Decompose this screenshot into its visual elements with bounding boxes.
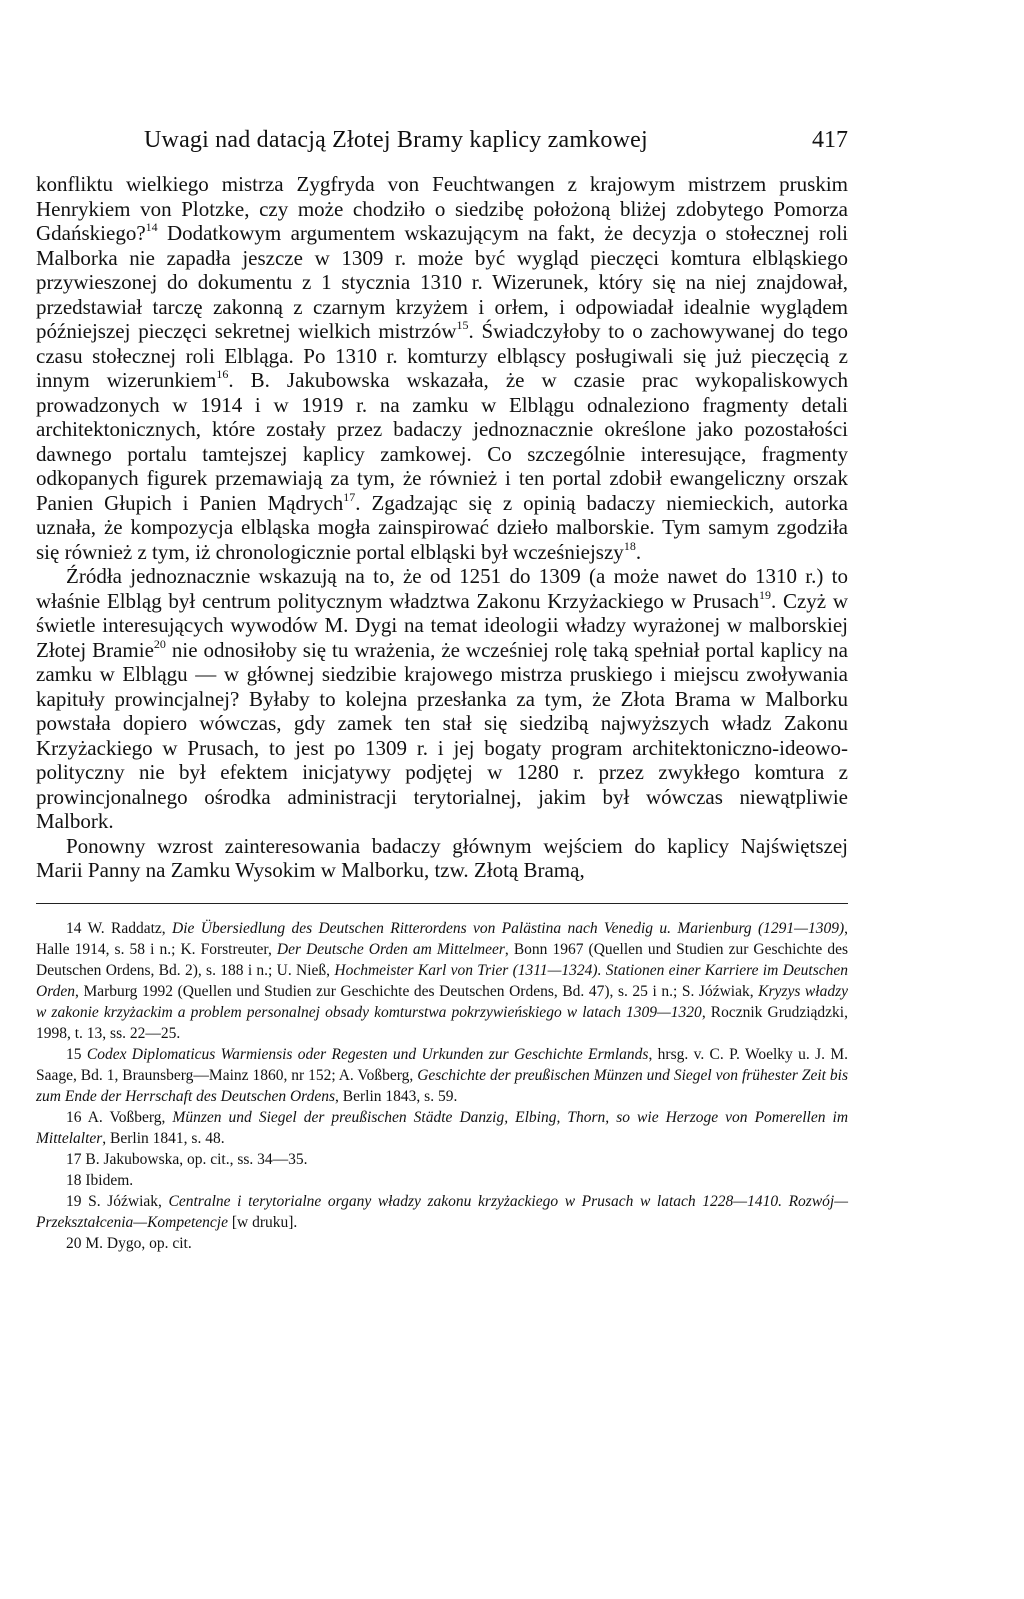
footnote-ref-18: 18: [623, 538, 636, 553]
footnote-17: 17 B. Jakubowska, op. cit., ss. 34—35.: [66, 1150, 308, 1168]
text-run: konfliktu wielkiego mistrza Zygfryda von Feuchtwangen z krajowym mistrzem pruskim Henrykiem von Plotzke, czy może chodziło o siedzibę położoną bliżej zdobytego Pomorza Gdańskiego?: [36, 172, 848, 245]
text-run: . Świadczyłoby to o zachowywanej do tego czasu stołecznej roli Elbląga. Po 1310 r. komturzy elbląscy posługiwali się już pieczęcią z innym wizerunkiem: [36, 319, 848, 392]
footnote-ref-15: 15: [456, 318, 469, 332]
footnote-ref-17: 17: [343, 489, 356, 504]
footnote-20: 20 M. Dygo, op. cit.: [66, 1234, 192, 1252]
footnote-ref-19: 19: [758, 587, 771, 602]
paragraph-1: [36, 172, 848, 564]
paragraph-3: Ponowny wzrost zainteresowania badaczy głównym wejściem do kaplicy Najświętszej Marii Panny na Zamku Wysokim w Malborku, tzw. Złotą Bramą,: [36, 833, 848, 882]
paragraph-2: [36, 564, 848, 834]
page-number: 417: [812, 127, 848, 153]
footnote-19: 19 S. Jóźwiak, Centralne i terytorialne organy władzy zakonu krzyżackiego w Prusach w latach 1228—1410. Rozwój—Przekształcenia—Kompetencje [w druku].: [36, 1192, 848, 1231]
footnote-14: 14 W. Raddatz, Die Übersiedlung des Deutschen Ritterordens von Palästina nach Venedig u. Marienburg (1291—1309), Halle 1914, s. 58 i n.; K. Forstreuter, Der Deutsche Orden am Mittelmeer, Bonn 1967 (Quellen und Studien zur Geschichte des Deutschen Ordens, Bd. 2), s. 188 i n.; U. Nieß, Hochmeister Karl von Trier (1311—1324). Stationen einer Karriere im Deutschen Orden, Marburg 1992 (Quellen und Studien zur Geschichte des Deutschen Ordens, Bd. 47), s. 25 i n.; S. Jóźwiak, Kryzys władzy w zakonie krzyżackim a problem personalnej obsady komturstwa pokrzywieńskiego w latach 1309—1320, Rocznik Grudziądzki, 1998, t. 13, ss. 22—25.: [36, 919, 848, 1042]
footnote-rule: [36, 903, 848, 904]
text-run: . B. Jakubowska wskazała, że w czasie prac wykopaliskowych prowadzonych w 1914 i w 1919 r. na zamku w Elblągu odnaleziono fragmenty detali architektonicznych, które zostały przez badaczy jednoznacznie określone jako pozostałości dawnego portalu tamtejszej kaplicy zamkowej. Co szczególnie interesujące, fragmenty odkopanych figurek przemawiają za tym, że również i ten portal zdobił ewangeliczny orszak Panien Głupich i Panien Mądrych: [36, 368, 848, 515]
text-run: . Zgadzając się z opinią badaczy niemieckich, autorka uznała, że kompozycja elbląska mogła zainspirować dzieło malborskie. Tym samym zgodziła się również z tym, iż chronologicznie portal elbląski był wcześniejszy: [36, 490, 849, 564]
footnote-15: 15 Codex Diplomaticus Warmiensis oder Regesten und Urkunden zur Geschichte Ermlands, hrsg. v. C. P. Woelky u. J. M. Saage, Bd. 1, Braunsberg—Mainz 1860, nr 152; A. Voßberg, Geschichte der preußischen Münzen und Siegel von frühester Zeit bis zum Ende der Herrschaft des Deutschen Ordens, Berlin 1843, s. 59.: [36, 1045, 849, 1105]
page: [36, 120, 848, 1254]
footnote-18: 18 Ibidem.: [66, 1171, 134, 1189]
footnotes: [36, 918, 848, 1254]
footnote-16: 16 A. Voßberg, Münzen und Siegel der preußischen Städte Danzig, Elbing, Thorn, so wie Herzoge von Pomerellen im Mittelalter, Berlin 1841, s. 48.: [36, 1108, 849, 1147]
footnote-ref-16: 16: [216, 367, 229, 381]
body-text: [36, 172, 848, 883]
text-run: nie odnosiłoby się tu wrażenia, że wcześniej rolę taką spełniał portal kaplicy na zamku w Elblągu — w głównej siedzibie krajowego mistrza pruskiego i miejscu zwoływania kapituły prowincjalnej? Byłaby to kolejna przesłanka za tym, że Złota Brama w Malborku powstała dopiero wówczas, gdy zamek ten stał się siedzibą najwyższych władz Zakonu Krzyżackiego w Prusach, to jest po 1309 r. i jej bogaty program architektoniczno-ideowo-polityczny nie był efektem inicjatywy podjętej w 1280 r. przez zwykłego komtura z prowincjonalnego ośrodka administracji terytorialnej, jakim był wówczas niewątpliwie Malbork.: [36, 637, 848, 833]
running-head: [36, 120, 848, 160]
text-run: Dodatkowym argumentem wskazującym na fakt, że decyzja o stołecznej roli Malborka nie zapadła jeszcze w 1309 r. może być wygląd pieczęci komtura elbląskiego przywieszonej do dokumentu z 1 stycznia 1310 r. Wizerunek, który się na niej znajdował, przedstawiał tarczę zakonną z czarnym krzyżem i orłem, i odpowiadał idealnie wyglądem późniejszej pieczęci sekretnej wielkich mistrzów: [36, 221, 848, 343]
running-title: Uwagi nad datacją Złotej Bramy kaplicy zamkowej: [144, 127, 648, 153]
text-run: Źródła jednoznacznie wskazują na to, że od 1251 do 1309 (a może nawet do 1310 r.) to właśnie Elbląg był centrum politycznym władztwa Zakonu Krzyżackiego w Prusach: [36, 564, 848, 613]
footnote-ref-14: 14: [145, 220, 158, 234]
text-run: .: [635, 539, 642, 564]
text-run: . Czyż w świetle interesujących wywodów M. Dygi na temat ideologii władzy wyrażonej w malborskiej Złotej Bramie: [36, 588, 848, 662]
footnote-ref-20: 20: [153, 636, 166, 651]
